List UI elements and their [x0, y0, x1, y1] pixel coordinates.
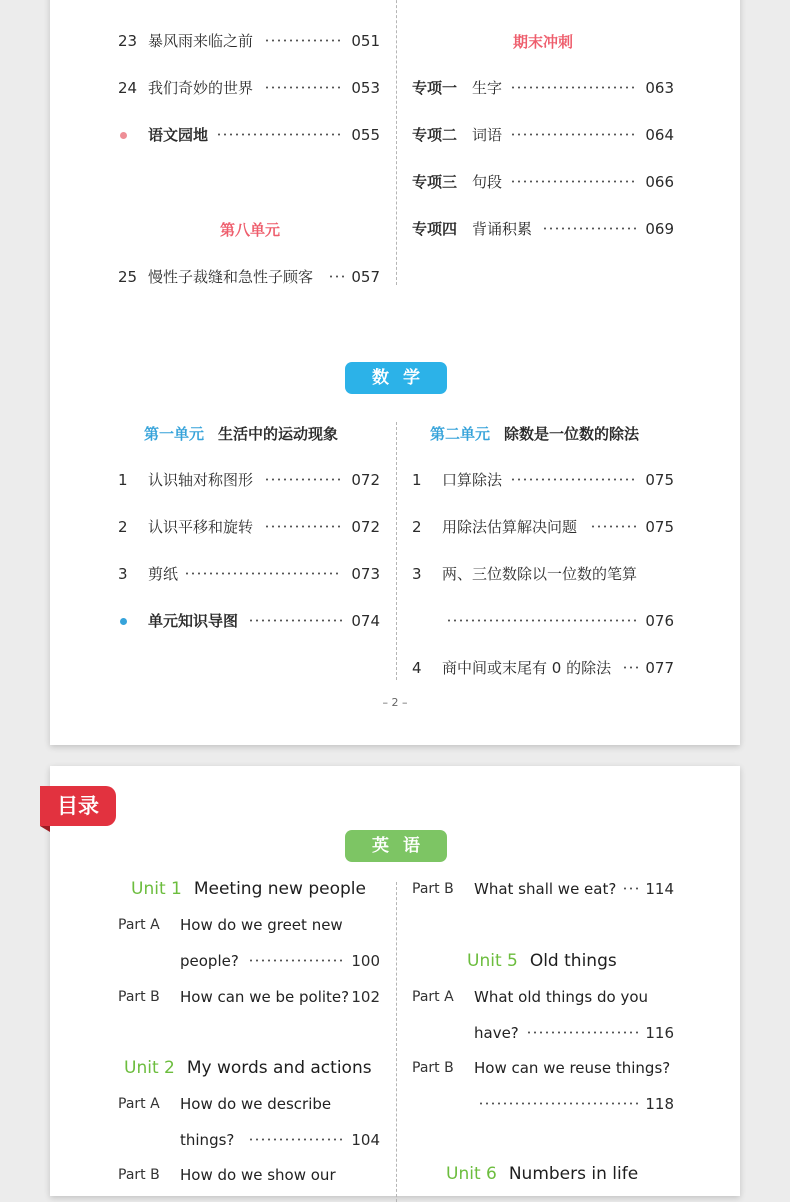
entry-title: 剪纸 [148, 565, 179, 583]
entry-page: 100 [351, 952, 380, 970]
toc-entry[interactable] [412, 986, 674, 1008]
entry-page: 075 [645, 471, 674, 489]
entry-page: 063 [645, 79, 674, 97]
unit-number: Unit 2 [124, 1058, 175, 1078]
column-divider [396, 422, 397, 680]
toc-entry[interactable] [118, 1093, 380, 1115]
leader-dots [264, 478, 342, 481]
toc-entry[interactable] [118, 515, 380, 539]
entry-page: 072 [351, 471, 380, 489]
entry-page: 064 [645, 126, 674, 144]
entry-number: 25 [118, 268, 138, 286]
leader-dots [264, 39, 342, 42]
entry-title: How can we reuse things? [474, 1059, 671, 1077]
leader-dots [478, 1102, 638, 1105]
unit-title: My words and actions [186, 1058, 372, 1078]
leader-dots [248, 1138, 344, 1141]
entry-page: 075 [645, 518, 674, 536]
toc-entry[interactable] [412, 656, 674, 680]
column-divider [396, 0, 397, 285]
entry-title: people? [180, 952, 239, 970]
entry-title: 生字 [472, 79, 503, 97]
entry-page: 074 [351, 612, 380, 630]
toc-page-upper [50, 0, 740, 745]
toc-entry[interactable] [412, 515, 674, 539]
entry-page: 114 [645, 880, 674, 898]
entry-title: How do we greet new [180, 916, 343, 934]
leader-dots [510, 133, 636, 136]
entry-label: 专项四 [412, 220, 458, 238]
toc-entry[interactable] [118, 562, 380, 586]
entry-title: What old things do you [474, 988, 649, 1006]
toc-entry[interactable] [412, 217, 674, 241]
unit-title: 生活中的运动现象 [218, 425, 339, 443]
entry-page: 118 [645, 1095, 674, 1113]
leader-dots [510, 86, 636, 89]
unit-number: 第一单元 [144, 425, 205, 443]
entry-title: 句段 [472, 173, 503, 191]
leader-dots [526, 1031, 638, 1034]
toc-entry-continuation[interactable] [412, 609, 674, 633]
leader-dots [248, 959, 344, 962]
entry-title: 暴风雨来临之前 [148, 32, 254, 50]
toc-entry[interactable] [118, 609, 380, 633]
toc-entry-continuation[interactable] [412, 1093, 674, 1115]
part-label: Part B [412, 881, 454, 897]
entry-number: 1 [412, 471, 422, 489]
toc-entry[interactable] [412, 562, 674, 586]
entry-label: 专项二 [412, 126, 458, 144]
leader-dots [328, 275, 344, 278]
entry-page: 051 [351, 32, 380, 50]
toc-entry[interactable] [118, 76, 380, 100]
entry-number: 3 [118, 565, 128, 583]
entry-title: How do we show our [180, 1166, 336, 1184]
toc-entry[interactable] [412, 878, 674, 900]
unit-title: 除数是一位数的除法 [504, 425, 640, 443]
entry-title: 两、三位数除以一位数的笔算 [442, 565, 638, 583]
unit-heading-right [430, 423, 639, 444]
section-heading: 期末冲刺 [512, 33, 573, 51]
part-label: Part A [412, 989, 454, 1005]
toc-entry[interactable] [412, 170, 674, 194]
toc-entry[interactable] [118, 265, 380, 289]
entry-number: 1 [118, 471, 128, 489]
entry-title: 口算除法 [442, 471, 503, 489]
part-label: Part B [118, 1167, 160, 1183]
unit-heading-left [144, 423, 338, 444]
table-of-contents-tab: 目录 [40, 786, 116, 826]
unit-heading [124, 1058, 372, 1078]
toc-entry-continuation[interactable] [118, 1129, 380, 1151]
leader-dots [510, 180, 636, 183]
entry-title: 词语 [472, 126, 503, 144]
page-number: – 2 – [382, 696, 408, 709]
toc-entry-continuation[interactable] [412, 1022, 674, 1044]
entry-page: 066 [645, 173, 674, 191]
entry-page: 076 [645, 612, 674, 630]
leader-dots [264, 525, 342, 528]
entry-title: How do we describe [180, 1095, 332, 1113]
entry-title: 认识轴对称图形 [148, 471, 254, 489]
leader-dots [184, 572, 342, 575]
entry-page: 072 [351, 518, 380, 536]
toc-entry[interactable] [118, 123, 380, 147]
unit-title: Numbers in life [508, 1164, 639, 1184]
entry-number: 24 [118, 79, 138, 97]
toc-entry[interactable] [412, 76, 674, 100]
bullet-dot [120, 618, 127, 625]
unit-title: Meeting new people [193, 879, 366, 899]
leader-dots [622, 887, 638, 890]
entry-title: things? [180, 1131, 235, 1149]
entry-page: 069 [645, 220, 674, 238]
unit-heading [467, 951, 617, 971]
unit-number: Unit 5 [467, 951, 518, 971]
entry-page: 053 [351, 79, 380, 97]
leader-dots [216, 133, 342, 136]
entry-title: 语文园地 [148, 126, 209, 144]
entry-title: 慢性子裁缝和急性子顾客 [148, 268, 314, 286]
unit-number: 第二单元 [430, 425, 491, 443]
entry-title: What shall we eat? [474, 880, 617, 898]
unit-title: Old things [529, 951, 617, 971]
subject-pill-english: 英语 [345, 830, 447, 862]
entry-title: How can we be polite? [180, 988, 350, 1006]
unit-heading [446, 1164, 638, 1184]
leader-dots [248, 619, 342, 622]
leader-dots [622, 666, 638, 669]
entry-page: 116 [645, 1024, 674, 1042]
tab-fold-shadow [40, 826, 50, 832]
toc-entry[interactable] [412, 1057, 674, 1079]
toc-entry[interactable] [118, 914, 380, 936]
entry-page: 077 [645, 659, 674, 677]
entry-title: 商中间或末尾有 0 的除法 [442, 659, 612, 677]
part-label: Part A [118, 1096, 160, 1112]
entry-number: 23 [118, 32, 138, 50]
column-divider [396, 882, 397, 1202]
entry-title: 我们奇妙的世界 [148, 79, 254, 97]
entry-number: 2 [118, 518, 128, 536]
part-label: Part A [118, 917, 160, 933]
entry-title: have? [474, 1024, 519, 1042]
entry-title: 认识平移和旋转 [148, 518, 254, 536]
toc-entry[interactable] [412, 123, 674, 147]
leader-dots [446, 619, 636, 622]
entry-page: 073 [351, 565, 380, 583]
entry-title: 单元知识导图 [148, 612, 239, 630]
toc-page-english [50, 766, 740, 1196]
entry-page: 104 [351, 1131, 380, 1149]
toc-entry-continuation[interactable] [118, 950, 380, 972]
leader-dots [264, 86, 342, 89]
leader-dots [542, 227, 636, 230]
bullet-dot [120, 132, 127, 139]
entry-label: 专项三 [412, 173, 458, 191]
entry-label: 专项一 [412, 79, 458, 97]
unit-number: Unit 6 [446, 1164, 497, 1184]
part-label: Part B [118, 989, 160, 1005]
toc-entry[interactable] [118, 468, 380, 492]
entry-title: 用除法估算解决问题 [442, 518, 578, 536]
unit-heading [131, 879, 366, 899]
leader-dots [510, 478, 636, 481]
toc-entry[interactable] [118, 986, 380, 1008]
unit-number: Unit 1 [131, 879, 182, 899]
entry-page: 102 [351, 988, 380, 1006]
toc-entry[interactable] [412, 468, 674, 492]
toc-entry[interactable] [118, 29, 380, 53]
entry-number: 3 [412, 565, 422, 583]
entry-page: 057 [351, 268, 380, 286]
part-label: Part B [412, 1060, 454, 1076]
entry-page: 055 [351, 126, 380, 144]
subject-pill-math: 数学 [345, 362, 447, 394]
unit-heading: 第八单元 [219, 221, 280, 239]
leader-dots [590, 525, 636, 528]
entry-number: 2 [412, 518, 422, 536]
entry-number: 4 [412, 659, 422, 677]
entry-title: 背诵积累 [472, 220, 533, 238]
